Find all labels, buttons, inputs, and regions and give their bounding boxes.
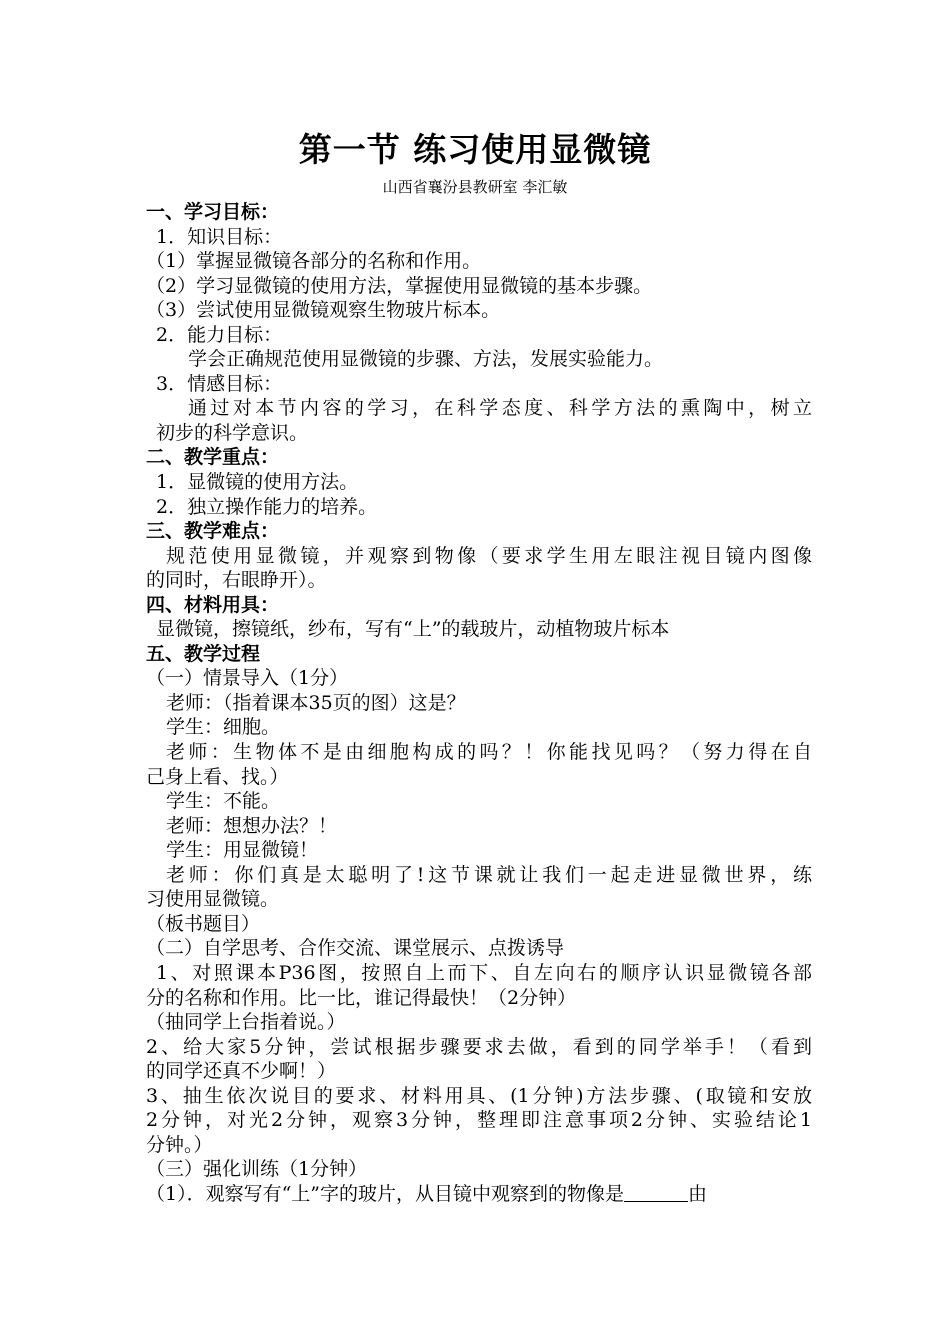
- text-line: （抽同学上台指着说。）: [146, 1011, 346, 1034]
- answer-blank: [624, 1183, 688, 1202]
- text-line: （三）强化训练（1分钟）: [146, 1158, 368, 1181]
- text-line: 1．显微镜的使用方法。: [156, 471, 359, 494]
- text-line: 的同时，右眼睁开）。: [146, 569, 327, 592]
- exercise-text: （1）．观察写有“上”字的玻片，从目镜中观察到的物像是: [146, 1182, 625, 1205]
- text-line: （2）学习显微镜的使用方法，掌握使用显微镜的基本步骤。: [146, 274, 653, 297]
- text-line: 老师：想想办法？！: [166, 814, 338, 837]
- author-line: 山西省襄汾县教研室 李汇敏: [382, 178, 568, 196]
- text-line: 学生：不能。: [166, 790, 281, 813]
- exercise-text-tail: 由: [688, 1182, 708, 1205]
- text-line: 3．情感目标：: [156, 372, 283, 395]
- text-line: 2．能力目标：: [156, 323, 283, 346]
- text-line: 习使用显微镜。: [146, 888, 280, 911]
- text-line: 2．独立操作能力的培养。: [156, 495, 378, 518]
- text-line: （板书题目）: [146, 912, 261, 935]
- text-line: （3）尝试使用显微镜观察生物玻片标本。: [146, 299, 501, 322]
- text-line: 己身上看、找。）: [146, 765, 289, 788]
- text-line: 学生：细胞。: [166, 716, 281, 739]
- text-line: 2、给大家5分钟，尝试根据步骤要求去做，看到的同学举手！（看到: [146, 1035, 812, 1058]
- text-line: 老师：（指着课本35页的图）这是？: [166, 691, 466, 714]
- section-heading: 五、教学过程: [146, 642, 261, 665]
- text-line: 分的名称和作用。比一比，谁记得最快！（2分钟）: [146, 986, 577, 1009]
- text-line: （二）自学思考、合作交流、课堂展示、点拨诱导: [146, 937, 565, 960]
- text-line: 显微镜，擦镜纸，纱布，写有“上”的载玻片，动植物玻片标本: [156, 618, 670, 641]
- section-heading: 一、学习目标：: [146, 201, 280, 223]
- text-line: 的同学还真不少啊！）: [146, 1060, 337, 1083]
- text-line: 2分钟，对光2分钟，观察3分钟，整理即注意事项2分钟、实验结论1: [146, 1109, 812, 1132]
- text-line: 老师：你们真是太聪明了!这节课就让我们一起走进显微世界，练: [166, 863, 812, 886]
- text-line: （1）掌握显微镜各部分的名称和作用。: [146, 250, 482, 273]
- text-line: 3、抽生依次说目的要求、材料用具、(1分钟)方法步骤、(取镜和安放: [146, 1084, 812, 1107]
- text-line: 通过对本节内容的学习，在科学态度、科学方法的熏陶中，树立: [188, 397, 812, 420]
- exercise-line: [146, 1182, 812, 1207]
- text-line: 1、对照课本P36图，按照自上而下、自左向右的顺序认识显微镜各部: [156, 961, 812, 984]
- text-line: （一）情景导入（1分）: [146, 667, 349, 690]
- section-heading: 四、材料用具：: [146, 593, 280, 616]
- text-line: 1．知识目标：: [156, 225, 283, 248]
- text-line: 规范使用显微镜，并观察到物像（要求学生用左眼注视目镜内图像: [166, 544, 812, 567]
- text-line: 初步的科学意识。: [156, 421, 309, 444]
- section-heading: 二、教学重点：: [146, 446, 280, 469]
- text-line: 学会正确规范使用显微镜的步骤、方法，发展实验能力。: [188, 348, 664, 371]
- text-line: 分钟。）: [146, 1133, 213, 1156]
- text-line: 老师：生物体不是由细胞构成的吗？！你能找见吗？（努力得在自: [166, 741, 812, 764]
- text-line: 学生：用显微镜！: [166, 839, 319, 862]
- document-body: [146, 200, 812, 1206]
- section-heading: 三、教学难点：: [146, 520, 280, 543]
- page-title: 第一节 练习使用显微镜: [298, 130, 652, 169]
